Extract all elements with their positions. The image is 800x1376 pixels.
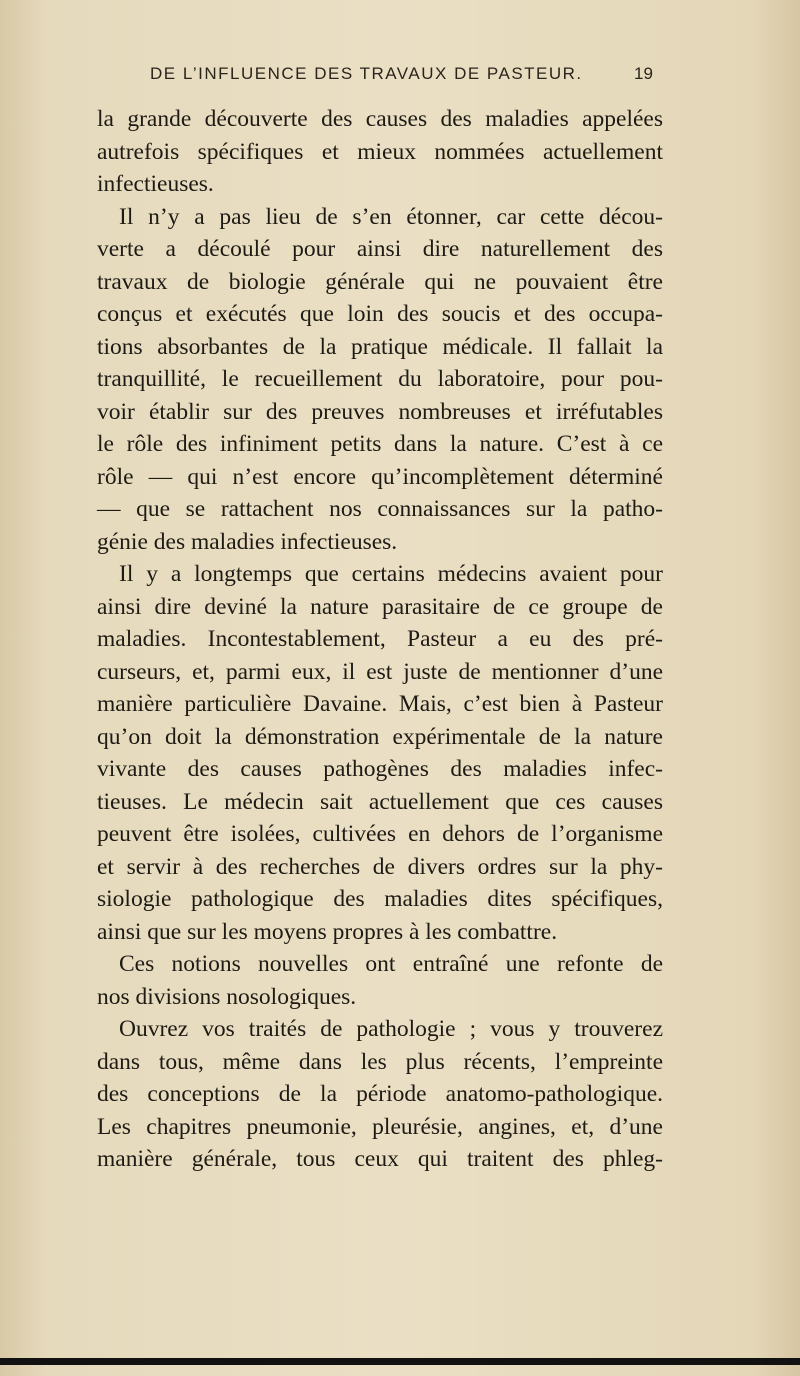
text-line: dans tous, même dans les plus récents, l’empreinte xyxy=(97,1048,663,1075)
text-line: peuvent être isolées, cultivées en dehors de l’organisme xyxy=(97,821,663,847)
running-head: DE L’INFLUENCE DES TRAVAUX DE PASTEUR. xyxy=(150,64,583,83)
text-line: travaux de biologie générale qui ne pouvaient être xyxy=(97,268,663,295)
text-line: manière particulière Davaine. Mais, c’est bien à Pasteur xyxy=(97,691,663,717)
text-line: nos divisions nosologiques. xyxy=(97,983,357,1010)
text-line: et servir à des recherches de divers ordres sur la phy- xyxy=(97,853,663,880)
text-line: génie des maladies infectieuses. xyxy=(97,528,398,555)
text-line: manière générale, tous ceux qui traitent des phleg- xyxy=(97,1146,663,1172)
text-line: vivante des causes pathogènes des maladies infec- xyxy=(97,756,663,782)
text-line: le rôle des infiniment petits dans la nature. C’est à ce xyxy=(97,431,663,457)
text-line: tieuses. Le médecin sait actuellement que ces causes xyxy=(97,788,663,815)
text-line: maladies. Incontestablement, Pasteur a eu des pré- xyxy=(97,626,663,652)
text-line: conçus et exécutés que loin des soucis et des occupa- xyxy=(97,301,663,327)
page-number: 19 xyxy=(634,64,653,83)
bottom-edge-rule xyxy=(0,1358,800,1365)
text-line: curseurs, et, parmi eux, il est juste de mentionner d’une xyxy=(97,658,663,685)
text-line: Ces notions nouvelles ont entraîné une refonte de xyxy=(119,951,663,977)
text-line: rôle — qui n’est encore qu’incomplètement déterminé xyxy=(97,463,663,490)
text-line: voir établir sur des preuves nombreuses et irréfutables xyxy=(97,398,663,425)
text-line: ainsi que sur les moyens propres à les combattre. xyxy=(97,918,558,945)
text-line: tions absorbantes de la pratique médicale. Il fallait la xyxy=(97,333,663,360)
text-line: des conceptions de la période anatomo-pathologique. xyxy=(97,1081,663,1107)
text-line: la grande découverte des causes des maladies appelées xyxy=(97,106,663,132)
text-line: — que se rattachent nos connaissances sur la patho- xyxy=(97,496,663,522)
text-line: verte a découlé pour ainsi dire naturellement des xyxy=(97,236,663,262)
text-line: tranquillité, le recueillement du laboratoire, pour pou- xyxy=(97,366,663,392)
body-text xyxy=(97,103,663,1176)
text-line: Il n’y a pas lieu de s’en étonner, car cette décou- xyxy=(119,203,663,230)
text-line: qu’on doit la démonstration expérimentale de la nature xyxy=(97,723,663,750)
text-line: Ouvrez vos traités de pathologie ; vous y trouverez xyxy=(119,1016,663,1042)
text-line: Il y a longtemps que certains médecins avaient pour xyxy=(119,561,663,587)
text-line: autrefois spécifiques et mieux nommées actuellement xyxy=(97,138,663,165)
text-line: ainsi dire deviné la nature parasitaire de ce groupe de xyxy=(97,593,663,620)
text-line: Les chapitres pneumonie, pleurésie, angines, et, d’une xyxy=(97,1113,663,1140)
text-line: siologie pathologique des maladies dites spécifiques, xyxy=(97,886,663,912)
text-line: infectieuses. xyxy=(97,171,214,197)
